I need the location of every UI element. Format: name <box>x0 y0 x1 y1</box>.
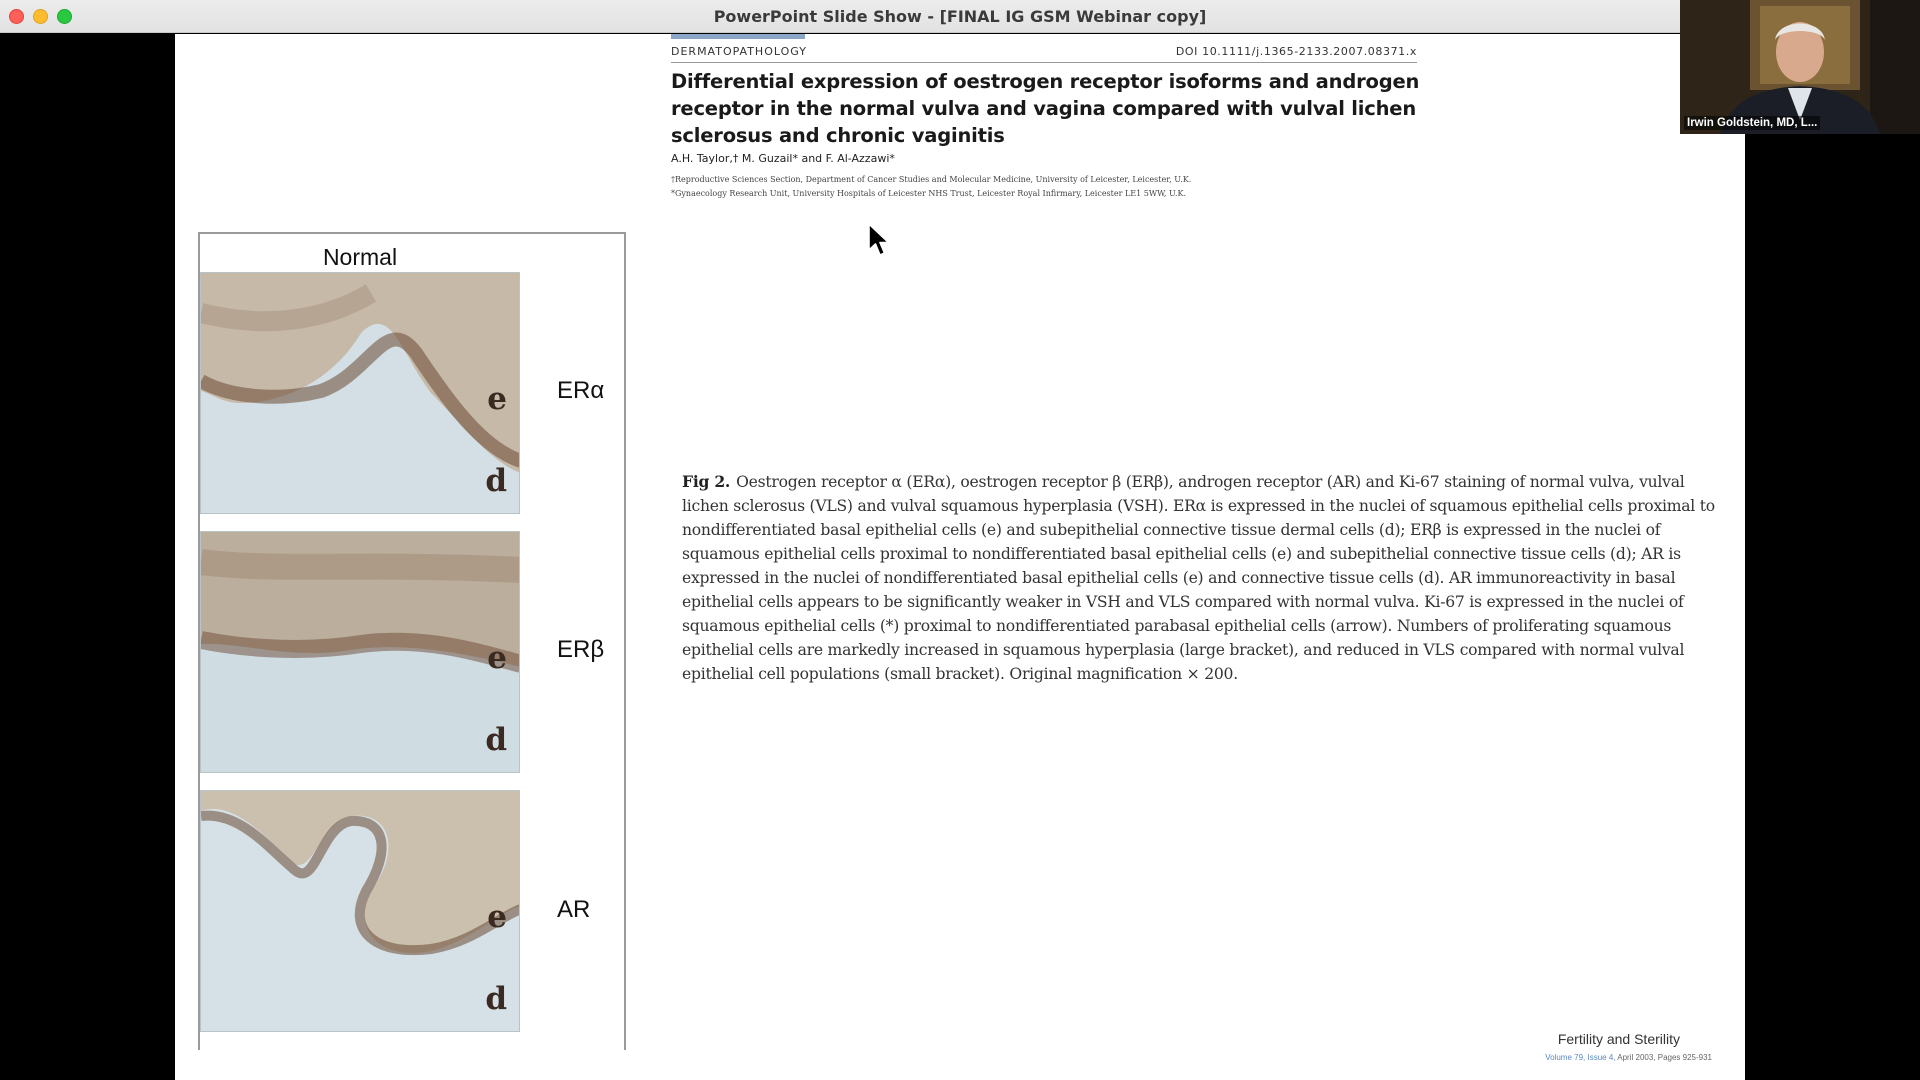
micrograph-ar <box>200 790 520 1032</box>
figure-panel <box>198 232 626 1050</box>
mouse-pointer-icon <box>867 222 891 258</box>
caption-text: Oestrogen receptor α (ERα), oestrogen receptor β (ERβ), androgen receptor (AR) and Ki-67 staining of normal vulva, vulval lichen sclerosus (VLS) and vulval squamous hyperplasia (VSH). ERα is expressed in the nuclei of squamous epithelial cells proximal to nondifferentiated basal epithelial cells (e) and subepithelial connective tissue dermal cells (d); ERβ is expressed in the nuclei of squamous epithelial cells proximal to nondifferentiated basal epithelial cells (e) and subepithelial connective tissue cells (d); AR is expressed in the nuclei of nondifferentiated basal epithelial cells (e) and connective tissue cells (d). AR immunoreactivity in basal epithelial cells appears to be significantly weaker in VSH and VLS compared with normal vulva. Ki-67 is expressed in the nuclei of squamous epithelial cells (*) proximal to nondifferentiated parabasal epithelial cells (arrow). Numbers of proliferating squamous epithelial cells are markedly increased in squamous hyperplasia (large bracket), and reduced in VLS compared with normal vulval epithelial cell populations (small bracket). Original magnification × 200. <box>682 473 1715 683</box>
micrograph-er-beta <box>200 531 520 773</box>
micrograph-image <box>201 273 520 514</box>
micrograph-image <box>201 532 520 773</box>
journal-volume-link[interactable]: Volume 79, Issue 4, <box>1545 1053 1616 1062</box>
journal-reference <box>1425 1053 1712 1062</box>
marker-dermis: d <box>485 981 507 1017</box>
slide[interactable] <box>175 34 1745 1080</box>
article-doi: DOI 10.1111/j.1365-2133.2007.08371.x <box>1175 45 1417 58</box>
micrograph-image <box>201 791 520 1032</box>
article-section: DERMATOPATHOLOGY <box>671 45 807 58</box>
marker-dermis: d <box>485 463 507 499</box>
article-affiliation: †Reproductive Sciences Section, Department of Cancer Studies and Molecular Medicine, University of Leicester, Leicester, U.K. <box>671 175 1192 184</box>
article-divider <box>671 62 1417 63</box>
article-affiliation: *Gynaecology Research Unit, University Hospitals of Leicester NHS Trust, Leicester Royal Infirmary, Leicester LE1 5WW, U.K. <box>671 189 1187 198</box>
participant-video-tile[interactable] <box>1680 0 1920 134</box>
marker-epithelium: e <box>487 381 507 417</box>
window-title-bar <box>0 0 1920 33</box>
figure-caption <box>682 470 1722 686</box>
participant-video <box>1680 0 1920 134</box>
row-label-ar: AR <box>557 896 591 923</box>
article-title: Differential expression of oestrogen receptor isoforms and androgen receptor in the normal vulva and vagina compared with vulval lichen sclerosus and chronic vaginitis <box>671 70 1420 147</box>
journal-name: Fertility and Sterility <box>1557 1031 1680 1047</box>
article-authors: A.H. Taylor,† M. Guzail* and F. Al-Azzawi* <box>671 152 895 165</box>
caption-label: Fig 2. <box>682 472 731 491</box>
marker-dermis: d <box>485 722 507 758</box>
figure-heading: Normal <box>322 244 398 270</box>
journal-pages: April 2003, Pages 925-931 <box>1615 1053 1712 1062</box>
row-label-er-alpha: ERα <box>557 377 605 404</box>
window-title: PowerPoint Slide Show - [FINAL IG GSM Webinar copy] <box>713 7 1207 26</box>
marker-epithelium: e <box>487 640 507 676</box>
marker-epithelium: e <box>487 899 507 935</box>
micrograph-er-alpha <box>200 272 520 514</box>
article-accent-bar <box>671 34 805 39</box>
row-label-er-beta: ERβ <box>557 636 605 663</box>
participant-name: Irwin Goldstein, MD, L... <box>1684 116 1820 130</box>
